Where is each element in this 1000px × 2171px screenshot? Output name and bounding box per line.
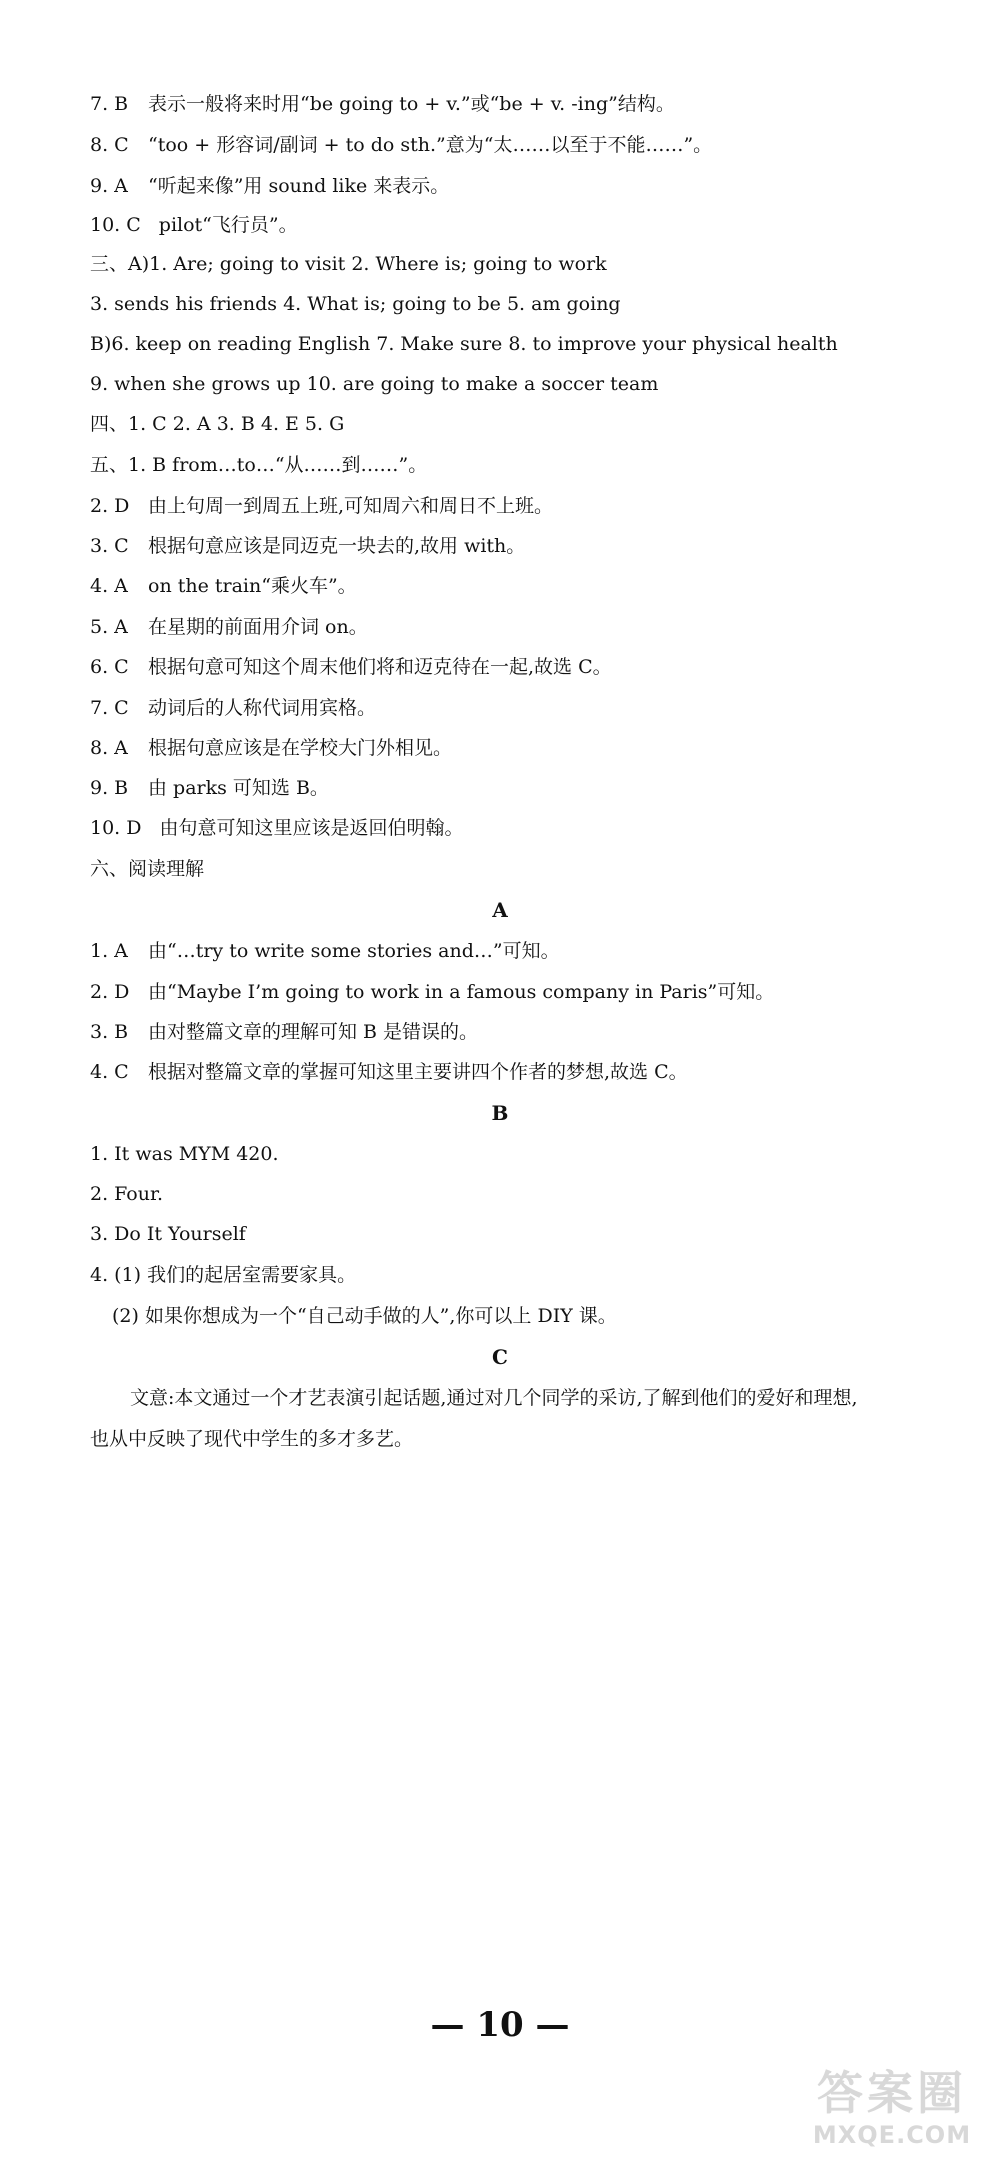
- item-number: 五、: [90, 454, 129, 476]
- item-text: on the train“乘火车”。: [148, 575, 357, 597]
- item-number: 10. D: [90, 817, 142, 839]
- answer-line: [90, 131, 940, 159]
- item-text: 1. C 2. A 3. B 4. E 5. G: [128, 413, 345, 435]
- item-number: 9. A: [90, 175, 128, 197]
- answer-line: [90, 653, 940, 681]
- answer-line: [90, 1018, 940, 1046]
- item-number: 5. A: [90, 616, 128, 638]
- item-number: 4. C: [90, 1061, 129, 1083]
- answer-line: 4. (1) 我们的起居室需要家具。: [90, 1264, 357, 1286]
- item-text: 表示一般将来时用“be going to + v.”或“be + v. -ing”结构。: [148, 93, 675, 115]
- item-number: 4. A: [90, 575, 128, 597]
- answer-line: [90, 1058, 940, 1086]
- summary-paragraph-line: 也从中反映了现代中学生的多才多艺。: [90, 1428, 414, 1450]
- item-text: 由“…try to write some stories and…”可知。: [148, 940, 560, 962]
- item-number: 7. C: [90, 697, 129, 719]
- answer-line: [90, 492, 940, 520]
- item-number: 3. C: [90, 535, 129, 557]
- item-text: 由上句周一到周五上班,可知周六和周日不上班。: [148, 495, 554, 517]
- item-text: 动词后的人称代词用宾格。: [148, 697, 377, 719]
- item-text: 在星期的前面用介词 on。: [148, 616, 368, 638]
- item-text: “听起来像”用 sound like 来表示。: [148, 175, 450, 197]
- section-heading: [90, 855, 940, 883]
- item-number: 7. B: [90, 93, 129, 115]
- answer-line: [90, 937, 940, 965]
- item-text: pilot“飞行员”。: [158, 214, 298, 236]
- item-text: 根据句意应该是同迈克一块去的,故用 with。: [148, 535, 526, 557]
- answer-line: [90, 774, 940, 802]
- item-number: 四、: [90, 413, 129, 435]
- item-number: B): [90, 333, 112, 355]
- item-text: 9. when she grows up 10. are going to make a soccer team: [90, 373, 659, 395]
- summary-paragraph-line: 文意:本文通过一个才艺表演引起话题,通过对几个同学的采访,了解到他们的爱好和理想,: [130, 1387, 858, 1409]
- answer-line: [90, 694, 940, 722]
- answer-line: [90, 330, 940, 358]
- answer-line: [90, 613, 940, 641]
- subsection-c-title: C: [492, 1345, 508, 1369]
- item-number: 3. B: [90, 1021, 129, 1043]
- item-number: 8. C: [90, 134, 129, 156]
- subsection-b-title: B: [491, 1101, 509, 1125]
- item-text: “too + 形容词/副词 + to do sth.”意为“太……以至于不能……”。: [148, 134, 713, 156]
- item-text: 1. Are; going to visit 2. Where is; going to work: [149, 253, 607, 275]
- item-number: 2. D: [90, 495, 130, 517]
- item-number: 6. C: [90, 656, 129, 678]
- item-text: 1. B from…to…“从……到……”。: [128, 454, 428, 476]
- answer-line: [90, 410, 940, 438]
- item-number: 10. C: [90, 214, 141, 236]
- answer-line: [90, 978, 940, 1006]
- page-number: — 10 —: [430, 2005, 570, 2045]
- section-heading-text: 六、阅读理解: [90, 858, 205, 880]
- watermark-logo: [792, 2065, 992, 2165]
- answer-line: [90, 290, 940, 318]
- watermark-url: MXQE.COM: [812, 2121, 972, 2149]
- item-number: 三、A): [90, 253, 150, 275]
- item-text: 根据句意可知这个周末他们将和迈克待在一起,故选 C。: [148, 656, 612, 678]
- answer-line: (2) 如果你想成为一个“自己动手做的人”,你可以上 DIY 课。: [112, 1305, 617, 1327]
- answer-line: [90, 250, 940, 278]
- answer-line: [90, 734, 940, 762]
- answer-line: 1. It was MYM 420.: [90, 1143, 279, 1165]
- watermark-logo-text: 答案圈: [817, 2066, 967, 2120]
- item-number: 2. D: [90, 981, 130, 1003]
- item-text: 根据句意应该是在学校大门外相见。: [148, 737, 453, 759]
- item-text: 由句意可知这里应该是返回伯明翰。: [159, 817, 464, 839]
- answer-line: [90, 90, 940, 118]
- answer-line: [90, 572, 940, 600]
- item-text: 由“Maybe I’m going to work in a famous company in Paris”可知。: [148, 981, 775, 1003]
- answer-line: [90, 211, 940, 239]
- item-number: 1. A: [90, 940, 128, 962]
- subsection-a-title: A: [492, 898, 508, 922]
- item-number: 9. B: [90, 777, 129, 799]
- answer-line: [90, 172, 940, 200]
- answer-line: 3. Do It Yourself: [90, 1223, 246, 1245]
- answer-line: [90, 814, 940, 842]
- item-number: 8. A: [90, 737, 128, 759]
- item-text: 3. sends his friends 4. What is; going to be 5. am going: [90, 293, 621, 315]
- item-text: 由 parks 可知选 B。: [148, 777, 329, 799]
- answer-line: [90, 370, 940, 398]
- item-text: 根据对整篇文章的掌握可知这里主要讲四个作者的梦想,故选 C。: [148, 1061, 688, 1083]
- answer-line: 2. Four.: [90, 1183, 164, 1205]
- item-text: 6. keep on reading English 7. Make sure 8. to improve your physical health: [111, 333, 838, 355]
- answer-line: [90, 451, 940, 479]
- item-text: 由对整篇文章的理解可知 B 是错误的。: [148, 1021, 479, 1043]
- answer-line: [90, 532, 940, 560]
